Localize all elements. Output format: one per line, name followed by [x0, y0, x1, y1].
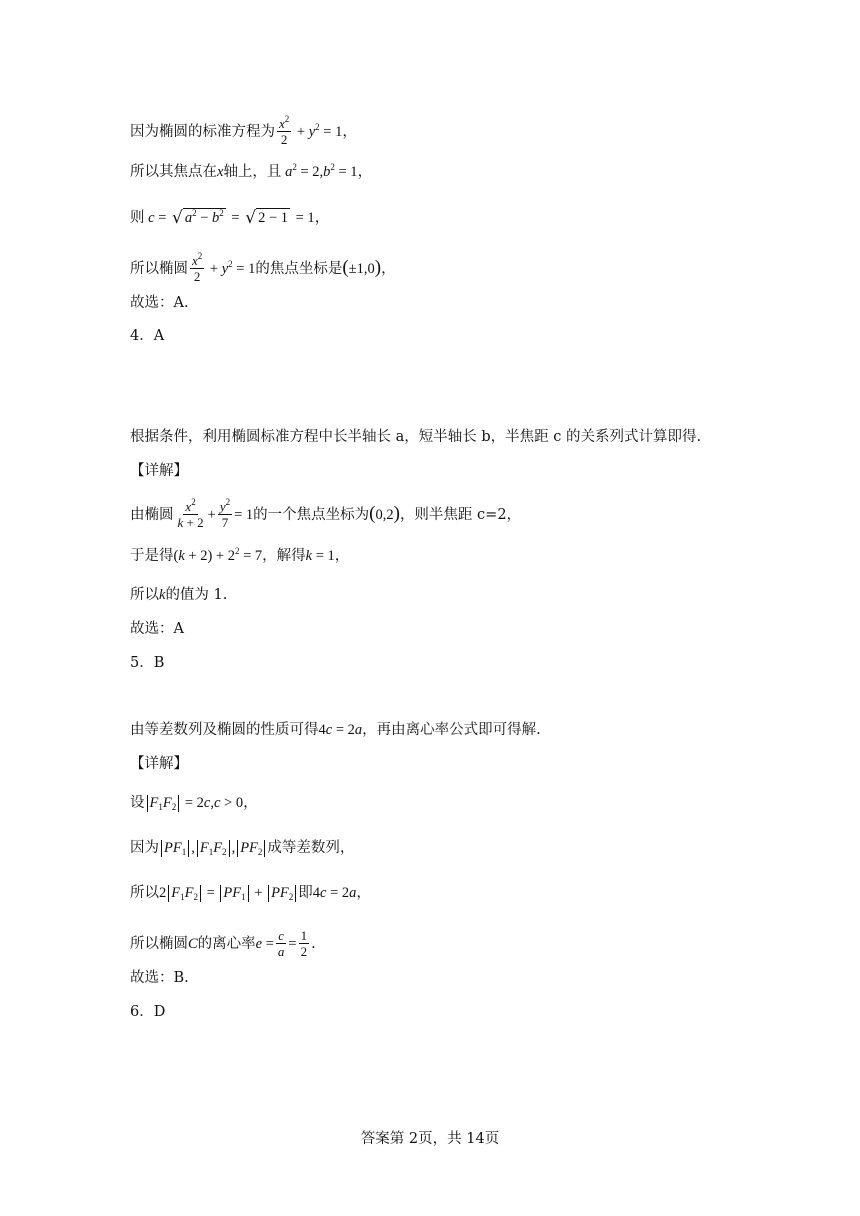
fraction-y2-over-7: $\frac{y^2}{7}$: [219, 497, 231, 530]
answer-6: 6．D: [130, 1004, 166, 1020]
line-7: 根据条件，利用椭圆标准方程中长半轴长 a，短半轴长 b，半焦距 c 的关系列式计算即得.: [130, 429, 702, 445]
fraction-c-over-a: $\frac{c}{a}$: [277, 928, 285, 959]
line-20: 故选：B.: [130, 970, 189, 986]
line-12: 故选：A: [130, 621, 184, 637]
sqrt-a2-b2: √ $a^2 - b^2$: [172, 208, 224, 228]
answer-5: 5．B: [130, 655, 165, 671]
detail-heading: 【详解】: [130, 463, 188, 479]
line-2: 所以其焦点在 x 轴上，且 $a^2 = 2,b^2 = 1$ ，: [130, 162, 373, 180]
sqrt-2-1: √ 2 − 1: [245, 208, 288, 228]
line-10: 于是得 $(k + 2) + 2^2 = 7$ ，解得 k = 1 ，: [130, 546, 350, 564]
line-16: 设 $F_1F_2 = 2c,c > 0$ ，: [130, 795, 258, 812]
line-5: 故选：A.: [130, 295, 189, 311]
line-1: 因为椭圆的标准方程为 $\frac{x^2}{2}$ + $y^2 = 1$ ，: [130, 114, 357, 147]
fraction-x2-over-k2: $\frac{x^2}{k + 2}$: [177, 497, 204, 530]
answer-4: 4．A: [130, 328, 165, 344]
page-footer: 答案第 2页，共 14页: [360, 1131, 500, 1147]
line-11: 所以 k 的值为 1.: [130, 587, 228, 603]
detail-heading-2: 【详解】: [130, 756, 188, 772]
fraction-x2-over-2: $\frac{x^2}{2}$: [192, 251, 203, 284]
line-14: 由等差数列及椭圆的性质可得 4c = 2a ，再由离心率公式即可得解.: [130, 722, 541, 738]
line-18: 所以 2 $F_1F_2 = PF_1 + PF_2$ 即 4c = 2a ，: [130, 885, 371, 902]
fraction-x2-over-2: $\frac{x^2}{2}$: [279, 114, 290, 147]
line-9: 由椭圆 $\frac{x^2}{k + 2}$ + $\frac{y^2}{7}$ = 1 的一个焦点坐标为 (0,2) ，则半焦距 c=2，: [130, 497, 522, 530]
line-19: 所以椭圆 C 的离心率 e = $\frac{c}{a}$ = $\frac{1}{2}$ .: [130, 928, 316, 959]
line-3: 则 c = √ $a^2 - b^2$ = √ 2 − 1 = 1 ，: [130, 208, 330, 228]
line-17: 因为 $PF_1$ , $F_1F_2$ , $PF_2$ 成等差数列，: [130, 840, 355, 857]
fraction-1-over-2: $\frac{1}{2}$: [300, 928, 308, 959]
line-4: 所以椭圆 $\frac{x^2}{2}$ + $y^2 = 1$ 的焦点坐标是 (±1,0) ，: [130, 251, 396, 284]
